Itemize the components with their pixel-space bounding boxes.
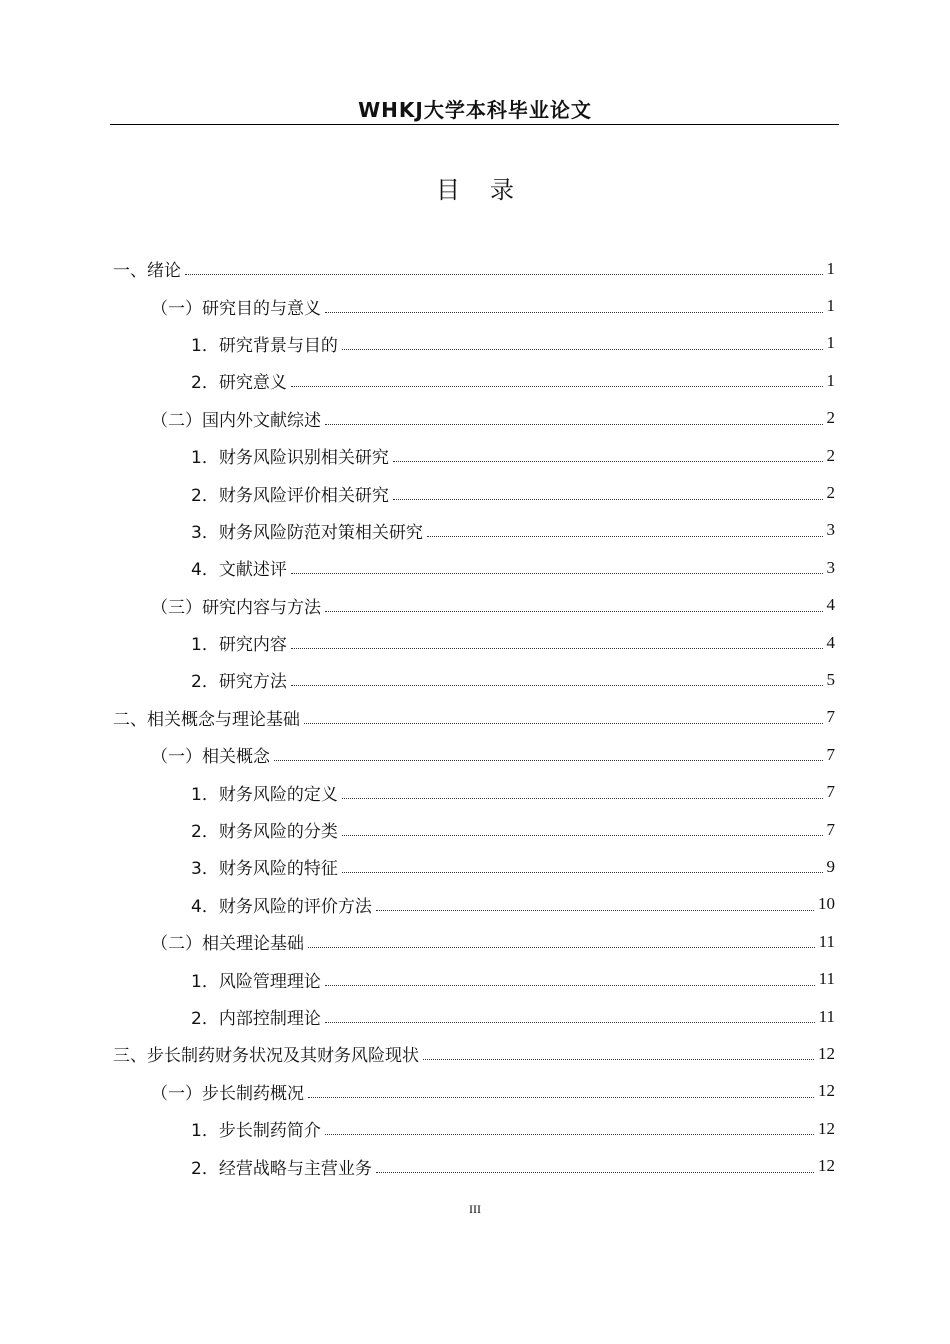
page-title: 目录 (436, 176, 544, 204)
toc-entry[interactable] (113, 549, 835, 586)
toc-entry-page: 1 (826, 296, 835, 316)
dot-leader (274, 760, 823, 761)
toc-entry[interactable] (113, 1035, 835, 1072)
toc-entry[interactable] (113, 923, 835, 960)
table-of-contents (113, 250, 835, 1185)
toc-entry-label: 3．财务风险防范对策相关研究 (191, 522, 423, 543)
toc-entry-label: 2．经营战略与主营业务 (191, 1158, 372, 1179)
running-header: WHKJ大学本科毕业论文 (358, 98, 592, 122)
toc-entry[interactable] (113, 325, 835, 362)
toc-entry[interactable] (113, 960, 835, 997)
toc-entry-page: 2 (826, 483, 835, 503)
toc-entry-label: （三）研究内容与方法 (151, 597, 321, 618)
toc-entry-page: 3 (826, 557, 835, 577)
toc-entry-label: 2．研究意义 (191, 373, 287, 394)
dot-leader (393, 499, 823, 500)
toc-entry-page: 11 (818, 931, 835, 951)
toc-entry-page: 12 (818, 1156, 835, 1176)
toc-entry-page: 3 (826, 520, 835, 540)
toc-entry[interactable] (113, 587, 835, 624)
dot-leader (342, 835, 823, 836)
toc-entry[interactable] (113, 1073, 835, 1110)
toc-entry-label: （一）相关概念 (151, 747, 270, 768)
page-number: III (469, 1202, 481, 1216)
toc-entry[interactable] (113, 661, 835, 698)
dot-leader (423, 1059, 814, 1060)
toc-entry-label: 一、绪论 (113, 261, 181, 282)
toc-entry-page: 2 (826, 408, 835, 428)
toc-entry-page: 12 (818, 1081, 835, 1101)
toc-entry-label: 4．文献述评 (191, 560, 287, 581)
toc-entry-label: 二、相关概念与理论基础 (113, 709, 300, 730)
toc-entry-page: 1 (826, 333, 835, 353)
toc-entry-label: 4．财务风险的评价方法 (191, 896, 372, 917)
dot-leader (427, 536, 823, 537)
toc-entry[interactable] (113, 437, 835, 474)
toc-entry-page: 12 (818, 1118, 835, 1138)
toc-entry-label: 1．风险管理理论 (191, 971, 321, 992)
toc-entry-label: （一）步长制药概况 (151, 1083, 304, 1104)
toc-entry[interactable] (113, 1110, 835, 1147)
toc-entry-label: 1．研究内容 (191, 635, 287, 656)
toc-entry-page: 11 (818, 969, 835, 989)
toc-entry-label: 2．财务风险评价相关研究 (191, 485, 389, 506)
toc-entry-label: 2．研究方法 (191, 672, 287, 693)
dot-leader (342, 798, 823, 799)
dot-leader (325, 424, 823, 425)
dot-leader (291, 648, 823, 649)
dot-leader (342, 872, 823, 873)
dot-leader (342, 349, 823, 350)
dot-leader (376, 1172, 814, 1173)
toc-entry-page: 1 (826, 258, 835, 278)
toc-entry-label: 1．研究背景与目的 (191, 335, 338, 356)
toc-entry-page: 12 (818, 1043, 835, 1063)
toc-entry[interactable] (113, 736, 835, 773)
toc-entry[interactable] (113, 400, 835, 437)
dot-leader (325, 312, 823, 313)
toc-entry-page: 7 (826, 782, 835, 802)
toc-entry-page: 1 (826, 370, 835, 390)
toc-entry-label: （二）国内外文献综述 (151, 410, 321, 431)
dot-leader (291, 573, 823, 574)
toc-entry[interactable] (113, 886, 835, 923)
dot-leader (325, 1134, 814, 1135)
toc-entry-label: 1．步长制药简介 (191, 1121, 321, 1142)
dot-leader (393, 461, 823, 462)
toc-entry[interactable] (113, 362, 835, 399)
toc-entry-page: 11 (818, 1006, 835, 1026)
toc-entry-page: 4 (826, 632, 835, 652)
toc-entry[interactable] (113, 250, 835, 287)
dot-leader (308, 947, 815, 948)
toc-entry[interactable] (113, 1147, 835, 1184)
toc-entry[interactable] (113, 811, 835, 848)
dot-leader (325, 611, 823, 612)
toc-entry[interactable] (113, 512, 835, 549)
toc-entry[interactable] (113, 699, 835, 736)
toc-entry-label: 1．财务风险的定义 (191, 784, 338, 805)
dot-leader (291, 685, 823, 686)
toc-entry-page: 7 (826, 744, 835, 764)
toc-entry[interactable] (113, 848, 835, 885)
toc-entry-page: 7 (826, 819, 835, 839)
toc-entry-page: 5 (826, 669, 835, 689)
toc-entry-label: 2．内部控制理论 (191, 1009, 321, 1029)
toc-entry-page: 10 (818, 894, 835, 914)
toc-entry-page: 9 (826, 856, 835, 876)
toc-entry-label: 三、步长制药财务状况及其财务风险现状 (113, 1046, 419, 1067)
toc-entry-page: 7 (826, 707, 835, 727)
dot-leader (308, 1097, 814, 1098)
toc-entry[interactable] (113, 773, 835, 810)
dot-leader (304, 723, 823, 724)
toc-entry-page: 2 (826, 445, 835, 465)
toc-entry[interactable] (113, 624, 835, 661)
toc-entry[interactable] (113, 998, 835, 1035)
dot-leader (291, 386, 823, 387)
toc-entry-page: 4 (826, 595, 835, 615)
toc-entry-label: 2．财务风险的分类 (191, 822, 338, 843)
toc-entry[interactable] (113, 287, 835, 324)
toc-entry[interactable] (113, 474, 835, 511)
toc-entry-label: （一）研究目的与意义 (151, 298, 321, 319)
dot-leader (376, 910, 814, 911)
dot-leader (325, 1022, 815, 1023)
toc-entry-label: 1．财务风险识别相关研究 (191, 448, 389, 469)
toc-entry-label: 3．财务风险的特征 (191, 859, 338, 880)
header-rule (110, 124, 839, 125)
toc-entry-label: （二）相关理论基础 (151, 934, 304, 955)
dot-leader (185, 274, 823, 275)
dot-leader (325, 985, 815, 986)
